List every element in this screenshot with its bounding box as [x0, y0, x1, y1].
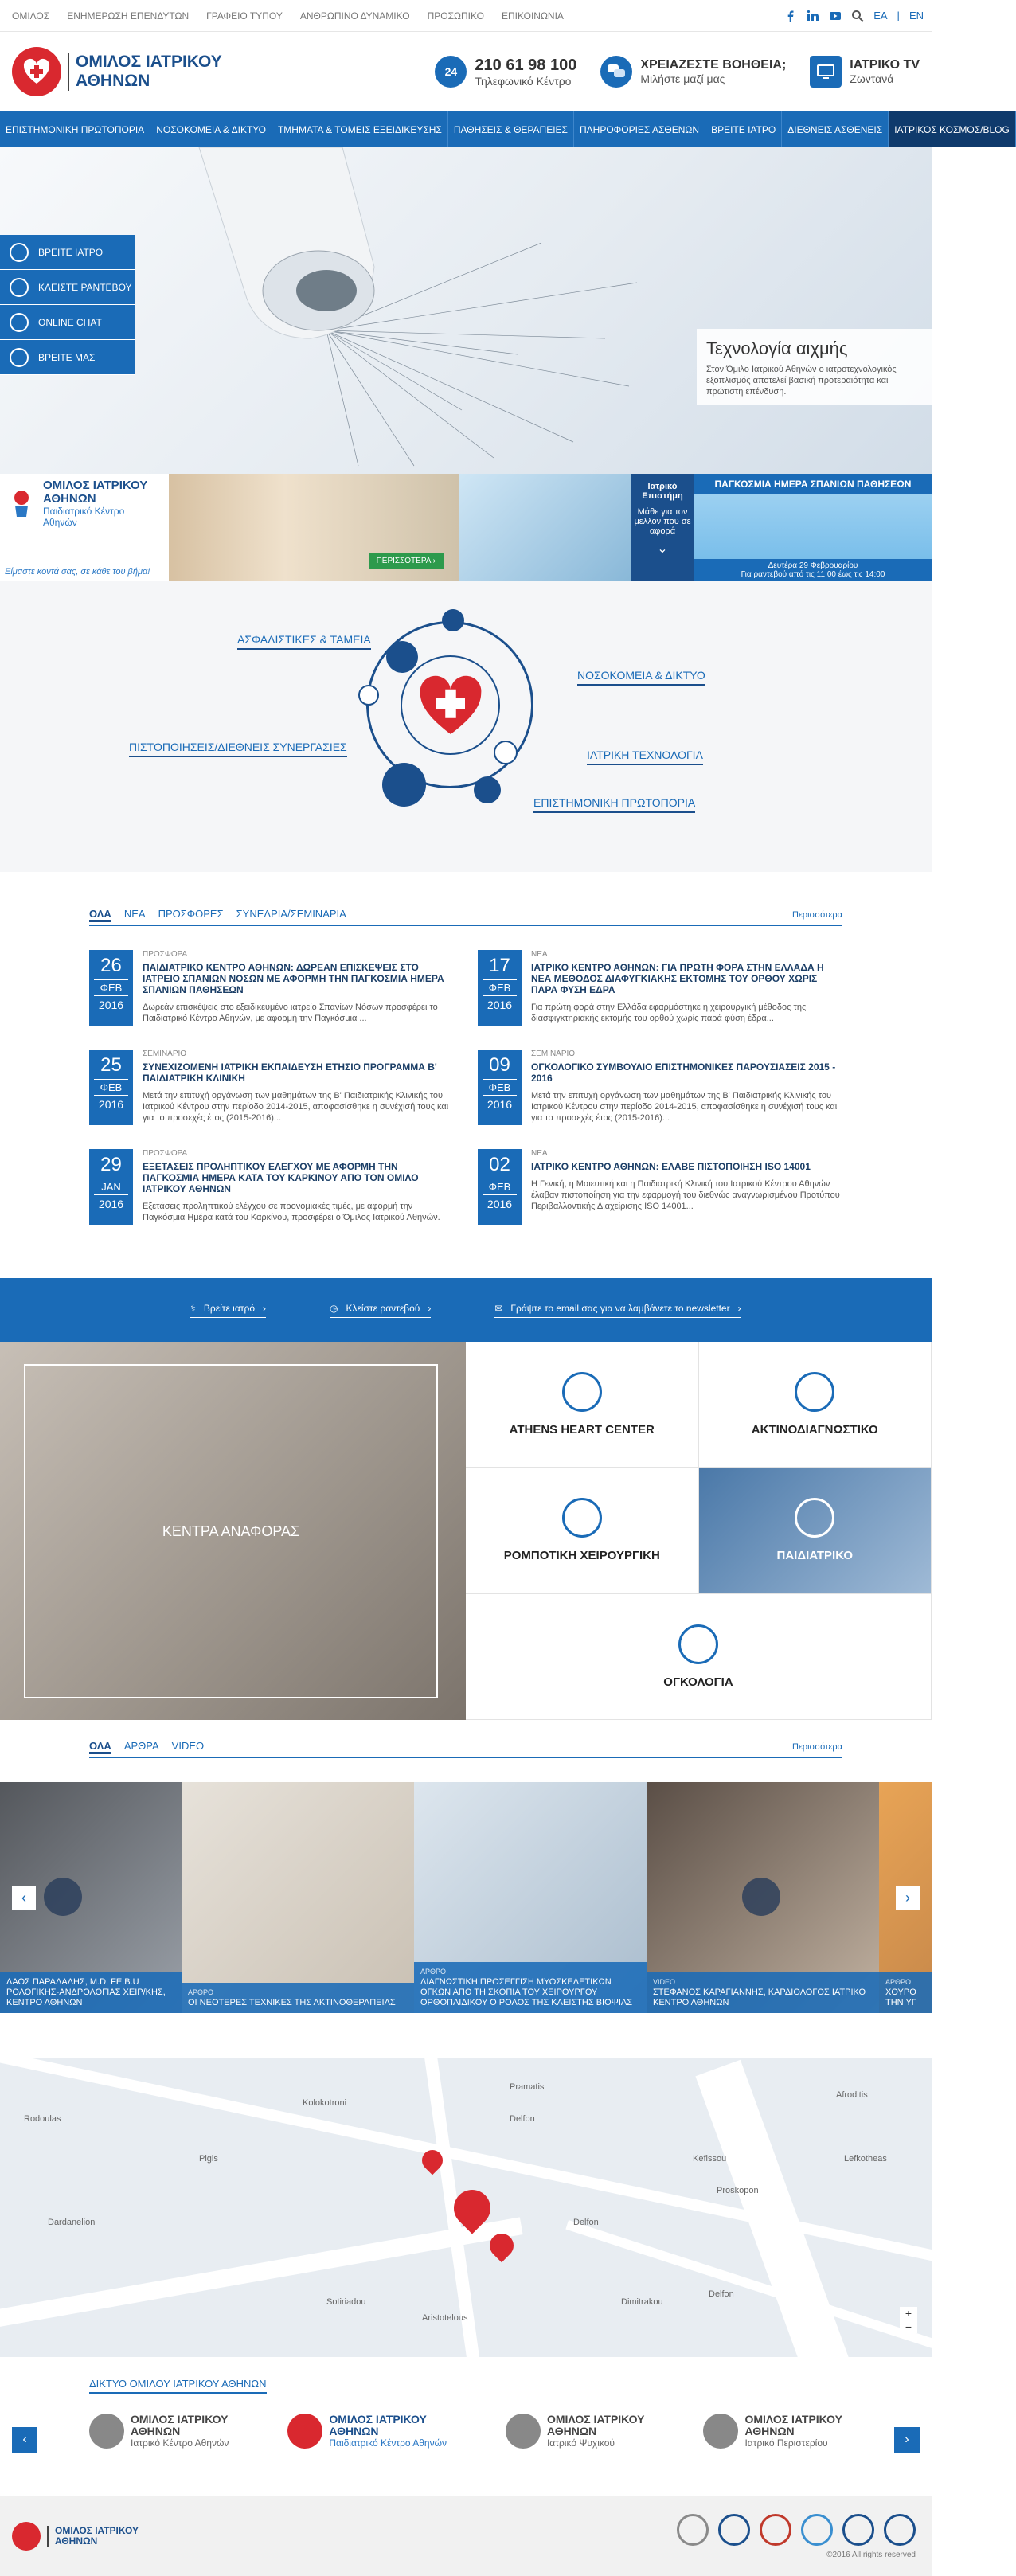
- news-excerpt: Για πρώτη φορά στην Ελλάδα εφαρμόστηκε η χειρουργική μέθοδος της διασφιγκτηριακής εκτομής του ορθού χωρίς παρά φύση έδρα...: [531, 1003, 807, 1023]
- news-more-link[interactable]: Περισσότερα: [792, 910, 842, 920]
- strip-newsletter-label: Γράψτε το email σας για να λαμβάνετε το newsletter: [510, 1302, 730, 1314]
- diagram-node-building-icon: [442, 609, 464, 631]
- center-robotic-label: ΡΟΜΠΟΤΙΚΗ ΧΕΙΡΟΥΡΓΙΚΗ: [503, 1549, 660, 1563]
- play-icon[interactable]: [742, 1878, 780, 1916]
- help-box[interactable]: [600, 56, 786, 88]
- certification-badges: [677, 2514, 916, 2546]
- media-tab-video[interactable]: VIDEO: [171, 1740, 205, 1752]
- banner5-date: Δευτέρα 29 Φεβρουαρίου: [768, 561, 858, 570]
- news-category: ΣΕΜΙΝΑΡΙΟ: [143, 1050, 187, 1058]
- strip-book-appointment[interactable]: [330, 1303, 431, 1318]
- banner1-sub2: Αθηνών: [43, 517, 77, 528]
- network-logo-sub: Παιδιατρικό Κέντρο Αθηνών: [329, 2437, 447, 2449]
- scientist-banner-image[interactable]: [459, 474, 631, 581]
- center-oncology-label: ΟΓΚΟΛΟΓΙΑ: [663, 1675, 733, 1689]
- news-tabs: [89, 908, 346, 922]
- quick-actions: [0, 235, 135, 375]
- network-logo-line2: ΑΘΗΝΩΝ: [546, 2425, 597, 2437]
- play-icon[interactable]: [44, 1878, 82, 1916]
- nav-international[interactable]: ΔΙΕΘΝΕΙΣ ΑΣΘΕΝΕΙΣ: [782, 111, 889, 147]
- reference-centers-label: ΚΕΝΤΡΑ ΑΝΑΦΟΡΑΣ: [162, 1523, 300, 1539]
- network-logo-line2: ΑΘΗΝΩΝ: [131, 2425, 181, 2437]
- map-street-label: Sotiriadou: [326, 2297, 366, 2307]
- heart-cross-icon: [415, 670, 487, 741]
- quick-find-us[interactable]: [0, 340, 135, 375]
- lang-en[interactable]: EN: [909, 10, 924, 21]
- media-kind: ΑΡΘΡΟ: [188, 1988, 214, 1996]
- news-date: [478, 1050, 522, 1125]
- top-link-investors[interactable]: ΕΝΗΜΕΡΩΣΗ ΕΠΕΝΔΥΤΩΝ: [67, 10, 190, 21]
- strip-book-appointment-label: Κλείστε ραντεβού: [346, 1302, 420, 1314]
- chevron-right-icon: ›: [428, 1302, 432, 1314]
- news-year: 2016: [98, 1198, 124, 1210]
- nav-conditions[interactable]: ΠΑΘΗΣΕΙΣ & ΘΕΡΑΠΕΙΕΣ: [448, 111, 574, 147]
- news-date: [478, 950, 522, 1026]
- group-network: [0, 2357, 932, 2496]
- map-zoom-control: [900, 2307, 917, 2333]
- top-bar: [0, 0, 932, 32]
- network-logo-sub: Ιατρικό Περιστερίου: [744, 2437, 828, 2449]
- banner4-title2: Επιστήμη: [642, 491, 683, 501]
- heart-logo-icon: [506, 2414, 541, 2449]
- site-logo[interactable]: [12, 47, 222, 96]
- heart-cross-logo-icon: [12, 2522, 41, 2551]
- news-item[interactable]: [89, 950, 454, 1026]
- map-street-label: Kefissou: [693, 2154, 727, 2164]
- location-map[interactable]: [0, 2058, 932, 2357]
- chevron-right-icon: ›: [263, 1302, 267, 1314]
- map-street-label: Delfon: [510, 2114, 535, 2124]
- news-month: JAN: [94, 1179, 128, 1195]
- network-logo-sub: Ιατρικό Κέντρο Αθηνών: [131, 2437, 229, 2449]
- banner1-line2: ΑΘΗΝΩΝ: [43, 492, 96, 506]
- tv-caption: Ζωντανά: [850, 72, 894, 85]
- media-caption: [879, 1972, 932, 2013]
- more-button-label: ΠΕΡΙΣΣΟΤΕΡΑ: [376, 557, 431, 565]
- news-title[interactable]: ΙΑΤΡΙΚΟ ΚΕΝΤΡΟ ΑΘΗΝΩΝ: ΓΙΑ ΠΡΩΤΗ ΦΟΡΑ ΣΤΗΝ ΕΛΛΑΔΑ Η ΝΕΑ ΜΕΘΟΔΟΣ ΔΙΑΦΥΓΚΙΑΚΗΣ ΕΚΤΟΜΗΣ ΤΟΥ ΟΡΘΟΥ ΧΩΡΙΣ ΠΑΡΑ ΦΥΣΗ ΕΔΡΑ: [531, 962, 824, 995]
- news-category: ΝΕΑ: [531, 1149, 548, 1158]
- network-logo[interactable]: [89, 2414, 229, 2449]
- news-excerpt: Εξετάσεις προληπτικού ελέγχου σε προνομιακές τιμές, με αφορμή την Παγκόσμια Ημέρα κατά του Καρκίνου, προσφέρει ο Όμιλος Ιατρικού Αθηνών.: [143, 1202, 440, 1222]
- top-link-group[interactable]: ΟΜΙΛΟΣ: [12, 10, 50, 21]
- diagram-label-certifications[interactable]: ΠΙΣΤΟΠΟΙΗΣΕΙΣ/ΔΙΕΘΝΕΙΣ ΣΥΝΕΡΓΑΣΙΕΣ: [129, 741, 347, 757]
- tv-title: ΙΑΤΡΙΚΟ TV: [850, 58, 920, 72]
- media-card[interactable]: [182, 1782, 414, 2013]
- media-caption: [647, 1972, 879, 2013]
- strip-newsletter[interactable]: [494, 1303, 741, 1318]
- map-street-label: Rodoulas: [24, 2114, 61, 2124]
- center-pediatric[interactable]: [699, 1468, 932, 1593]
- map-street-label: Kolokotroni: [303, 2098, 347, 2108]
- pediatric-logo-icon: [5, 487, 38, 520]
- media-caption: [414, 1962, 647, 2013]
- news-item[interactable]: [478, 1050, 842, 1125]
- child-books-banner[interactable]: [169, 474, 459, 581]
- news-date: [89, 1050, 133, 1125]
- phone-box[interactable]: [435, 56, 576, 88]
- news-year: 2016: [487, 1098, 513, 1111]
- map-zoom-out-icon[interactable]: −: [905, 2320, 912, 2333]
- news-month: ΦΕΒ: [483, 1079, 517, 1096]
- diagram-node-syringe-icon: [386, 641, 418, 673]
- nav-patient-info[interactable]: ΠΛΗΡΟΦΟΡΙΕΣ ΑΣΘΕΝΩΝ: [574, 111, 705, 147]
- network-title: ΔΙΚΤΥΟ ΟΜΙΛΟΥ ΙΑΤΡΙΚΟΥ ΑΘΗΝΩΝ: [89, 2378, 267, 2394]
- heart-logo-icon: [89, 2414, 124, 2449]
- map-street-label: Afroditis: [836, 2090, 868, 2100]
- top-link-contact[interactable]: ΕΠΙΚΟΙΝΩΝΙΑ: [501, 10, 564, 21]
- copyright: ©2016 All rights reserved: [826, 2550, 916, 2559]
- map-street-label: Dimitrakou: [621, 2297, 663, 2307]
- media-title: ΛΑΟΣ ΠΑΡΑΔΑΛΗΣ, M.D. FE.B.U ΡΟΛΟΓΙΚΗΣ-ΑΝΔΡΟΛΟΓΙΑΣ ΧΕΙΡ/ΚΗΣ, ΚΕΝΤΡΟ ΑΘΗΝΩΝ: [6, 1977, 166, 2007]
- banner1-line1: ΟΜΙΛΟΣ ΙΑΤΡΙΚΟΥ: [43, 479, 148, 492]
- news-title[interactable]: ΙΑΤΡΙΚΟ ΚΕΝΤΡΟ ΑΘΗΝΩΝ: ΕΛΑΒΕ ΠΙΣΤΟΠΟΙΗΣΗ ISO 14001: [531, 1161, 811, 1172]
- news-category: ΠΡΟΣΦΟΡΑ: [143, 1149, 188, 1158]
- news-tab-seminars[interactable]: ΣΥΝΕΔΡΙΑ/ΣΕΜΙΝΑΡΙΑ: [236, 908, 346, 920]
- footer: [0, 2496, 932, 2576]
- footer-logo-line2: ΑΘΗΝΩΝ: [55, 2535, 98, 2547]
- media-caption: [182, 1983, 414, 2013]
- news-year: 2016: [487, 999, 513, 1011]
- map-street-label: Aristotelous: [422, 2313, 468, 2323]
- center-oncology[interactable]: [466, 1594, 932, 1720]
- quick-book-appointment-label: ΚΛΕΙΣΤΕ ΡΑΝΤΕΒΟΥ: [38, 281, 132, 293]
- hero-caption-text: Στον Όμιλο Ιατρικού Αθηνών ο ιατροτεχνολογικός εξοπλισμός αποτελεί βασική προτεραιότητα και πρώτιστη επένδυση.: [706, 365, 897, 397]
- heart-cross-logo-icon: [12, 47, 61, 96]
- certification-badge-icon: [718, 2514, 750, 2546]
- news-title[interactable]: ΠΑΙΔΙΑΤΡΙΚΟ ΚΕΝΤΡΟ ΑΘΗΝΩΝ: ΔΩΡΕΑΝ ΕΠΙΣΚΕΨΕΙΣ ΣΤΟ ΙΑΤΡΕΙΟ ΣΠΑΝΙΩΝ ΝΟΣΩΝ ΜΕ ΑΦΟΡΜΗ ΤΗΝ ΠΑΓΚΟΣΜΙΑ ΗΜΕΡΑ ΣΠΑΝΙΩΝ ΠΑΘΗΣΕΩΝ: [143, 962, 444, 995]
- clock-icon: [10, 278, 29, 297]
- news-item[interactable]: [478, 1149, 842, 1225]
- diagram-node-bulb-icon: [358, 685, 379, 706]
- network-next-arrow-icon[interactable]: ›: [894, 2427, 920, 2453]
- services-diagram: [0, 581, 932, 872]
- media-title: ΟΙ ΝΕΟΤΕΡΕΣ ΤΕΧΝΙΚΕΣ ΤΗΣ ΑΚΤΙΝΟΘΕΡΑΠΕΙΑΣ: [188, 1998, 396, 2007]
- media-tabs: [89, 1740, 204, 1754]
- news-month: ΦΕΒ: [483, 1179, 517, 1195]
- diagram-label-hospitals[interactable]: ΝΟΣΟΚΟΜΕΙΑ & ΔΙΚΤΥΟ: [577, 669, 705, 686]
- news-excerpt: Μετά την επιτυχή οργάνωση των μαθημάτων της Β' Παιδιατρικής Κλινικής του Ιατρικού Κέντρου στην περίοδο 2014-2015, αποφασίσθηκε η συνέχισή τους και για το προσεχές έτος (2015-2016)...: [143, 1091, 449, 1123]
- reference-centers: [0, 1342, 932, 1720]
- map-street-label: Pigis: [199, 2154, 218, 2164]
- media-tabs-row: [89, 1740, 842, 1758]
- media-tab-articles[interactable]: ΑΡΘΡΑ: [123, 1740, 159, 1752]
- header: [0, 32, 932, 111]
- center-heart-label: ATHENS HEART CENTER: [509, 1423, 655, 1437]
- heart-pulse-icon: [562, 1372, 602, 1412]
- action-strip: [0, 1278, 932, 1342]
- news-excerpt: Δωρεάν επισκέψεις στο εξειδικευμένο ιατρείο Σπανίων Νόσων προσφέρει το Παιδιατρικό Κέντρο Αθηνών, με αφορμή την Παγκόσμια ...: [143, 1003, 438, 1023]
- news-tab-news[interactable]: ΝΕΑ: [123, 908, 146, 920]
- map-street-label: Dardanelion: [48, 2218, 96, 2227]
- news-title[interactable]: ΕΞΕΤΑΣΕΙΣ ΠΡΟΛΗΠΤΙΚΟΥ ΕΛΕΓΧΟΥ ΜΕ ΑΦΟΡΜΗ ΤΗΝ ΠΑΓΚΟΣΜΙΑ ΗΜΕΡΑ ΚΑΤΑ ΤΟΥ ΚΑΡΚΙΝΟΥ ΑΠΟ ΤΟΝ ΟΜΙΛΟ ΙΑΤΡΙΚΟΥ ΑΘΗΝΩΝ: [143, 1161, 419, 1194]
- news-grid: [89, 950, 842, 1225]
- map-street-label: Delfon: [709, 2289, 734, 2299]
- top-right: [784, 10, 924, 22]
- diagram-node-gear-icon: [494, 741, 518, 764]
- rare-diseases-banner[interactable]: [694, 474, 932, 581]
- news-day: 26: [100, 955, 122, 976]
- logo-line1: ΟΜΙΛΟΣ ΙΑΤΡΙΚΟΥ: [76, 53, 222, 71]
- hero-machine-image: [159, 147, 669, 474]
- envelope-icon: ✉: [494, 1302, 503, 1314]
- footer-logo-line1: ΟΜΙΛΟΣ ΙΑΤΡΙΚΟΥ: [55, 2525, 139, 2536]
- chevron-down-icon[interactable]: ⌄: [657, 542, 668, 556]
- media-kind: VIDEO: [653, 1978, 676, 1986]
- certification-badge-icon: [760, 2514, 791, 2546]
- carousel-next-arrow-icon[interactable]: ›: [896, 1886, 920, 1910]
- news-date: [89, 950, 133, 1026]
- quick-online-chat-label: ONLINE CHAT: [38, 316, 102, 328]
- news-title[interactable]: ΣΥΝΕΧΙΖΟΜΕΝΗ ΙΑΤΡΙΚΗ ΕΚΠΑΙΔΕΥΣΗ ΕΤΗΣΙΟ ΠΡΟΓΡΑΜΜΑ Β' ΠΑΙΔΙΑΤΡΙΚΗ ΚΛΙΝΙΚΗ: [143, 1061, 437, 1084]
- news-excerpt: Η Γενική, η Μαιευτική και η Παιδιατρική Κλινική του Ιατρικού Κέντρου Αθηνών έλαβαν πιστοποίηση για την εφαρμογή του διεθνώς αναγνωρισμένου Προτύπου Περιβαλλοντικής Διαχείρισης ISO 14001...: [531, 1179, 840, 1211]
- banner4-title1: Ιατρικό: [647, 482, 678, 491]
- news-day: 09: [489, 1054, 510, 1076]
- diagram-inner-circle: [401, 655, 500, 755]
- strip-find-doctor-label: Βρείτε ιατρό: [203, 1302, 256, 1314]
- help-caption: Μιλήστε μαζί μας: [640, 72, 725, 85]
- phone-24-icon: 24: [435, 56, 467, 88]
- footer-logo[interactable]: [12, 2522, 139, 2551]
- certification-badge-icon: [884, 2514, 916, 2546]
- youtube-icon[interactable]: [829, 10, 842, 22]
- banner5-title: ΠΑΓΚΟΣΜΙΑ ΗΜΕΡΑ ΣΠΑΝΙΩΝ ΠΑΘΗΣΕΩΝ: [694, 474, 932, 494]
- diagram-label-insurance[interactable]: ΑΣΦΑΛΙΣΤΙΚΕΣ & ΤΑΜΕΙΑ: [237, 633, 371, 650]
- network-logo-line1: ΟΜΙΛΟΣ ΙΑΤΡΙΚΟΥ: [131, 2413, 229, 2426]
- map-street-label: Proskopon: [717, 2186, 759, 2195]
- nav-blog[interactable]: ΙΑΤΡΙΚΟΣ ΚΟΣΜΟΣ/BLOG: [889, 111, 1016, 147]
- map-street-label: Lefkotheas: [844, 2154, 887, 2164]
- map-road: [695, 2060, 849, 2375]
- network-logo-sub: Ιατρικό Ψυχικού: [546, 2437, 615, 2449]
- chat-bubbles-icon: [600, 56, 632, 88]
- stethoscope-icon: [10, 243, 29, 262]
- network-logo[interactable]: [506, 2414, 645, 2449]
- nav-hospitals[interactable]: ΝΟΣΟΚΟΜΕΙΑ & ΔΙΚΤΥΟ: [150, 111, 272, 147]
- logo-text: [68, 53, 222, 91]
- footer-logo-text: [47, 2526, 139, 2547]
- heart-logo-icon: [287, 2414, 322, 2449]
- media-tab-all[interactable]: ΟΛΑ: [89, 1740, 111, 1754]
- certification-badge-icon: [842, 2514, 874, 2546]
- news-date: [89, 1149, 133, 1225]
- banner-row: [0, 474, 932, 581]
- map-zoom-in-icon[interactable]: +: [900, 2307, 917, 2320]
- logo-line2: ΑΘΗΝΩΝ: [76, 72, 150, 90]
- tv-box[interactable]: [810, 56, 920, 88]
- phone-number: 210 61 98 100: [475, 56, 577, 74]
- carousel-prev-arrow-icon[interactable]: ‹: [12, 1886, 36, 1910]
- center-pediatric-label: ΠΑΙΔΙΑΤΡΙΚΟ: [776, 1549, 853, 1563]
- top-link-staff[interactable]: ΠΡΟΣΩΠΙΚΟ: [427, 10, 484, 21]
- hero-slider: [0, 147, 932, 474]
- news-day: 02: [489, 1154, 510, 1175]
- quick-find-doctor-label: ΒΡΕΙΤΕ ΙΑΤΡΟ: [38, 246, 104, 258]
- heart-location-icon: [10, 348, 29, 367]
- media-card[interactable]: [647, 1782, 879, 2013]
- center-robotic[interactable]: [466, 1468, 699, 1593]
- news-day: 29: [100, 1154, 122, 1175]
- news-year: 2016: [487, 1198, 513, 1210]
- main-nav: [0, 111, 1010, 147]
- centers-grid: [466, 1342, 932, 1720]
- diagram-node-flask-icon: [474, 776, 501, 803]
- tv-icon: [810, 56, 842, 88]
- lang-separator: |: [897, 10, 900, 21]
- news-date: [478, 1149, 522, 1225]
- news-tab-offers[interactable]: ΠΡΟΣΦΟΡΕΣ: [158, 908, 224, 920]
- quick-online-chat[interactable]: [0, 305, 135, 340]
- certification-badge-icon: [677, 2514, 709, 2546]
- news-item[interactable]: [478, 950, 842, 1026]
- clock-icon: ◷: [330, 1302, 338, 1314]
- more-button[interactable]: ΠΕΡΙΣΣΟΤΕΡΑ ›: [369, 553, 444, 569]
- robotic-arm-icon: [562, 1498, 602, 1538]
- diagram-label-technology[interactable]: ΙΑΤΡΙΚΗ ΤΕΧΝΟΛΟΓΙΑ: [587, 749, 703, 765]
- media-more-link[interactable]: Περισσότερα: [792, 1742, 842, 1752]
- quick-find-doctor[interactable]: [0, 235, 135, 270]
- network-logo-line1: ΟΜΙΛΟΣ ΙΑΤΡΙΚΟΥ: [744, 2413, 842, 2426]
- map-street-label: Pramatis: [510, 2082, 545, 2092]
- network-logos: [89, 2414, 842, 2449]
- chat-icon: [10, 313, 29, 332]
- media-caption: [0, 1972, 182, 2013]
- news-day: 25: [100, 1054, 122, 1076]
- center-radiology[interactable]: [699, 1342, 932, 1468]
- search-icon[interactable]: [851, 10, 864, 22]
- news-year: 2016: [98, 999, 124, 1011]
- news-month: ΦΕΒ: [94, 1079, 128, 1096]
- nav-find-doctor[interactable]: ΒΡΕΙΤΕ ΙΑΤΡΟ: [705, 111, 782, 147]
- phone-caption: Τηλεφωνικό Κέντρο: [475, 74, 572, 88]
- news-title[interactable]: ΟΓΚΟΛΟΓΙΚΟ ΣΥΜΒΟΥΛΙΟ ΕΠΙΣΤΗΜΟΝΙΚΕΣ ΠΑΡΟΥΣΙΑΣΕΙΣ 2015 - 2016: [531, 1061, 836, 1084]
- network-logo-line1: ΟΜΙΛΟΣ ΙΑΤΡΙΚΟΥ: [546, 2413, 645, 2426]
- banner5-hours: Για ραντεβού από τις 11:00 έως τις 14:00: [741, 570, 885, 579]
- thermometer-icon: [795, 1498, 834, 1538]
- header-info: [435, 56, 920, 88]
- banner1-sub1: Παιδιατρικό Κέντρο: [43, 506, 125, 517]
- media-card[interactable]: [414, 1782, 647, 2013]
- heart-logo-icon: [703, 2414, 738, 2449]
- news-category: ΠΡΟΣΦΟΡΑ: [143, 950, 188, 959]
- news-year: 2016: [98, 1098, 124, 1111]
- top-link-hr[interactable]: ΑΝΘΡΩΠΙΝΟ ΔΥΝΑΜΙΚΟ: [299, 10, 410, 21]
- pediatric-center-banner[interactable]: [0, 474, 169, 581]
- network-logo-line1: ΟΜΙΛΟΣ ΙΑΤΡΙΚΟΥ: [329, 2413, 427, 2426]
- certification-badge-icon: [801, 2514, 833, 2546]
- top-links: [12, 10, 564, 21]
- media-title: ΣΤΕΦΑΝΟΣ ΚΑΡΑΓΙΑΝΝΗΣ, ΚΑΡΔΙΟΛΟΓΟΣ ΙΑΤΡΙΚΟ ΚΕΝΤΡΟ ΑΘΗΝΩΝ: [653, 1988, 866, 2007]
- center-heart[interactable]: [466, 1342, 699, 1468]
- news-tab-all[interactable]: ΟΛΑ: [89, 908, 111, 922]
- media-carousel: [0, 1782, 932, 2013]
- strip-find-doctor[interactable]: [190, 1303, 266, 1318]
- network-logo[interactable]: [703, 2414, 842, 2449]
- network-prev-arrow-icon[interactable]: ‹: [12, 2427, 37, 2453]
- dna-icon: [678, 1624, 718, 1664]
- news-month: ΦΕΒ: [94, 979, 128, 996]
- news-section: [0, 872, 932, 1278]
- facebook-icon[interactable]: [784, 10, 797, 22]
- network-logo-line2: ΑΘΗΝΩΝ: [744, 2425, 795, 2437]
- linkedin-icon[interactable]: [807, 10, 819, 22]
- news-tabs-row: [89, 908, 842, 926]
- news-category: ΝΕΑ: [531, 950, 548, 959]
- quick-find-us-label: ΒΡΕΙΤΕ ΜΑΣ: [38, 351, 96, 363]
- network-logo-line2: ΑΘΗΝΩΝ: [329, 2425, 379, 2437]
- news-item[interactable]: [89, 1050, 454, 1125]
- media-title: ΔΙΑΓΝΩΣΤΙΚΗ ΠΡΟΣΕΓΓΙΣΗ ΜΥΟΣΚΕΛΕΤΙΚΩΝ ΟΓΚΩΝ ΑΠΟ ΤΗ ΣΚΟΠΙΑ ΤΟΥ ΧΕΙΡΟΥΡΓΟΥ ΟΡΘΟΠΑΙΔΙΚΟΥ Ο ΡΟΛΟΣ ΤΗΣ ΚΛΕΙΣΤΗΣ ΒΙΟΨΙΑΣ: [420, 1977, 633, 2007]
- center-radiology-label: ΑΚΤΙΝΟΔΙΑΓΝΩΣΤΙΚΟ: [751, 1423, 878, 1437]
- stethoscope-icon: ⚕: [190, 1302, 196, 1314]
- news-category: ΣΕΜΙΝΑΡΙΟ: [531, 1050, 576, 1058]
- media-kind: ΑΡΘΡΟ: [420, 1968, 447, 1976]
- diagram-label-science[interactable]: ΕΠΙΣΤΗΜΟΝΙΚΗ ΠΡΩΤΟΠΟΡΙΑ: [533, 796, 695, 813]
- hero-caption-title: Τεχνολογία αιχμής: [706, 338, 848, 358]
- nav-science[interactable]: ΕΠΙΣΤΗΜΟΝΙΚΗ ΠΡΩΤΟΠΟΡΙΑ: [0, 111, 150, 147]
- map-street-label: Delfon: [573, 2218, 599, 2227]
- chevron-right-icon: ›: [737, 1302, 741, 1314]
- news-month: ΦΕΒ: [483, 979, 517, 996]
- banner5-footer: [694, 559, 932, 581]
- banner4-text: Μάθε για τον μελλον που σε αφορά: [634, 507, 691, 536]
- atom-icon: [795, 1372, 834, 1412]
- media-kind: ΑΡΘΡΟ: [885, 1978, 912, 1986]
- banner1-tagline: Είμαστε κοντά σας, σε κάθε του βήμα!: [5, 567, 150, 577]
- footer-right: [677, 2514, 916, 2559]
- media-section: [0, 1720, 932, 2058]
- medical-science-banner[interactable]: [631, 474, 694, 581]
- news-item[interactable]: [89, 1149, 454, 1225]
- reference-centers-photo[interactable]: [0, 1342, 466, 1720]
- media-title: ΧΟΥΡΟ ΤΗΝ ΥΓ: [885, 1988, 916, 2007]
- hero-caption: [697, 329, 932, 405]
- diagram-node-dna-icon: [382, 763, 426, 807]
- news-day: 17: [489, 955, 510, 976]
- reference-centers-frame: [24, 1364, 438, 1698]
- network-logo[interactable]: [287, 2414, 447, 2449]
- news-excerpt: Μετά την επιτυχή οργάνωση των μαθημάτων της Β' Παιδιατρικής Κλινικής του Ιατρικού Κέντρου στην περίοδο 2014-2015, αποφασίσθηκε η συνέχισή τους και για το προσεχές έτος (2015-2016)...: [531, 1091, 838, 1123]
- nav-departments[interactable]: ΤΜΗΜΑΤΑ & ΤΟΜΕΙΣ ΕΞΕΙΔΙΚΕΥΣΗΣ: [272, 111, 448, 147]
- top-link-press[interactable]: ΓΡΑΦΕΙΟ ΤΥΠΟΥ: [206, 10, 283, 21]
- lang-ea[interactable]: EA: [873, 10, 888, 21]
- quick-book-appointment[interactable]: [0, 270, 135, 305]
- help-title: ΧΡΕΙΑΖΕΣΤΕ ΒΟΗΘΕΙΑ;: [640, 58, 787, 72]
